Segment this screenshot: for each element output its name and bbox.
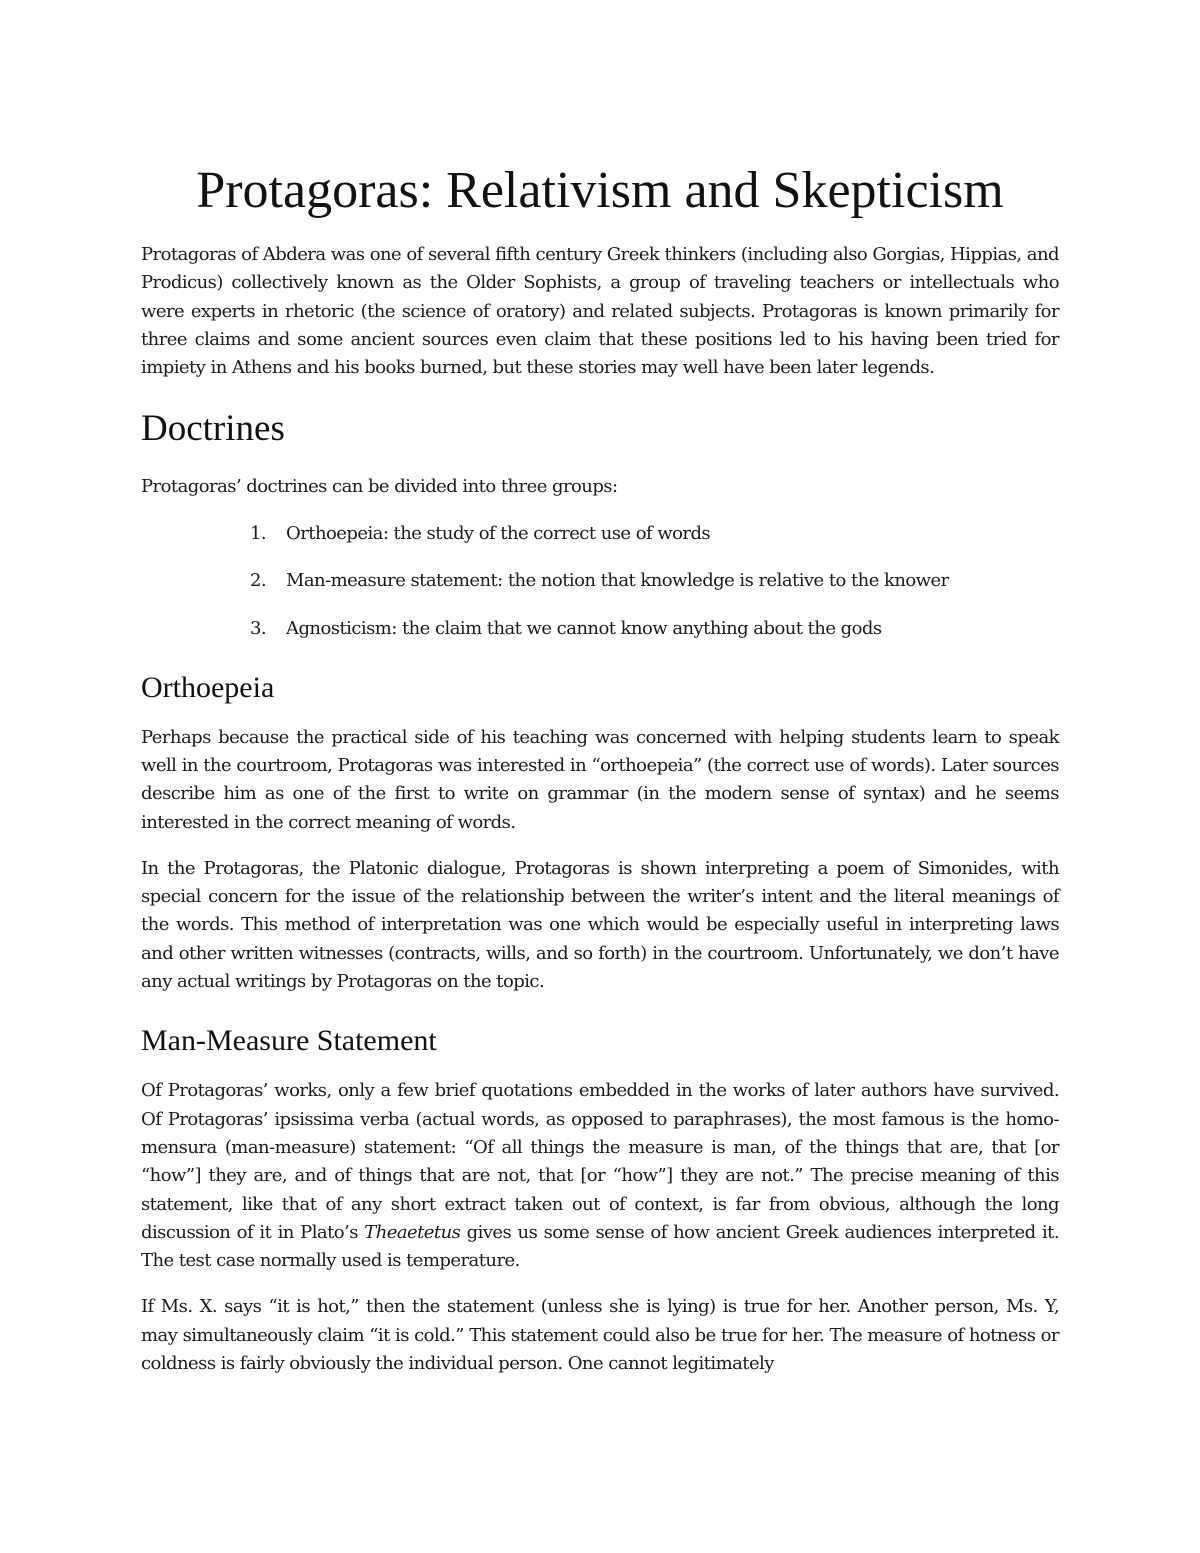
list-item-text: Orthoepeia: the study of the correct use of words [286,522,711,544]
doctrines-heading: Doctrines [141,407,285,449]
orthoepeia-paragraph-2: In the Protagoras, the Platonic dialogue, Protagoras is shown interpreting a poem of Simonides, with special concern for the issue of the relationship between the writer’s intent and the literal meanings of the words. This method of interpretation was one which would be especially useful in interpreting laws and other written witnesses (contracts, wills, and so forth) in the courtroom. Unfortunately, we don’t have any actual writings by Protagoras on the topic. [141,857,1059,993]
list-item-number: 1. [250,522,267,544]
orthoepeia-heading: Orthoepeia [141,670,275,704]
orthoepeia-paragraph-1: Perhaps because the practical side of his teaching was concerned with helping students learn to speak well in the courtroom, Protagoras was interested in “orthoepeia” (the correct use of words). Later sources describe him as one of the first to write on grammar (in the modern sense of syntax) and he seems interested in the correct meaning of words. [141,726,1059,833]
list-item-text: Man-measure statement: the notion that knowledge is relative to the knower [286,570,949,592]
document-page [141,150,1059,1396]
document-title: Protagoras: Relativism and Skepticism [196,162,1004,219]
man-measure-paragraph-1 [141,1077,1059,1275]
man-measure-heading: Man-Measure Statement [141,1024,437,1058]
list-item-number: 2. [250,570,267,592]
list-item-text: Agnosticism: the claim that we cannot know anything about the gods [286,617,882,639]
man-measure-text-before: Of Protagoras’ works, only a few brief quotations embedded in the works of later authors have survived. Of Protagoras’ ipsissima verba (actual words, as opposed to paraphrases), the most famous is the homo-mensura (man-measure) statement: “Of all things the measure is man, of the things that are, that [or “how”] they are, and of things that are not, that [or “how”] they are not.” The precise meaning of this statement, like that of any short extract taken out of context, is far from obvious, although the long discussion of it in Plato’s [141,1080,1059,1243]
man-measure-text-after: gives us some sense of how ancient Greek audiences interpreted it. The test case normally used is temperature. [141,1221,1060,1272]
doctrines-lead: Protagoras’ doctrines can be divided into three groups: [141,476,618,498]
man-measure-paragraph-2: If Ms. X. says “it is hot,” then the statement (unless she is lying) is true for her. Another person, Ms. Y, may simultaneously claim “it is cold.” This statement could also be true for her. The measure of hotness or coldness is fairly obviously the individual person. One cannot legitimately [141,1296,1059,1374]
doctrines-list [141,520,1059,643]
theaetetus-title: Theaetetus [364,1221,461,1243]
intro-paragraph: Protagoras of Abdera was one of several fifth century Greek thinkers (including also Gorgias, Hippias, and Prodicus) collectively known as the Older Sophists, a group of traveling teachers or intellectuals who were experts in rhetoric (the science of oratory) and related subjects. Protagoras is known primarily for three claims and some ancient sources even claim that these positions led to his having been tried for impiety in Athens and his books burned, but these stories may well have been later legends. [141,244,1059,379]
list-item [141,567,1059,595]
list-item-number: 3. [250,617,267,639]
list-item [141,615,1059,643]
list-item [141,520,1059,548]
